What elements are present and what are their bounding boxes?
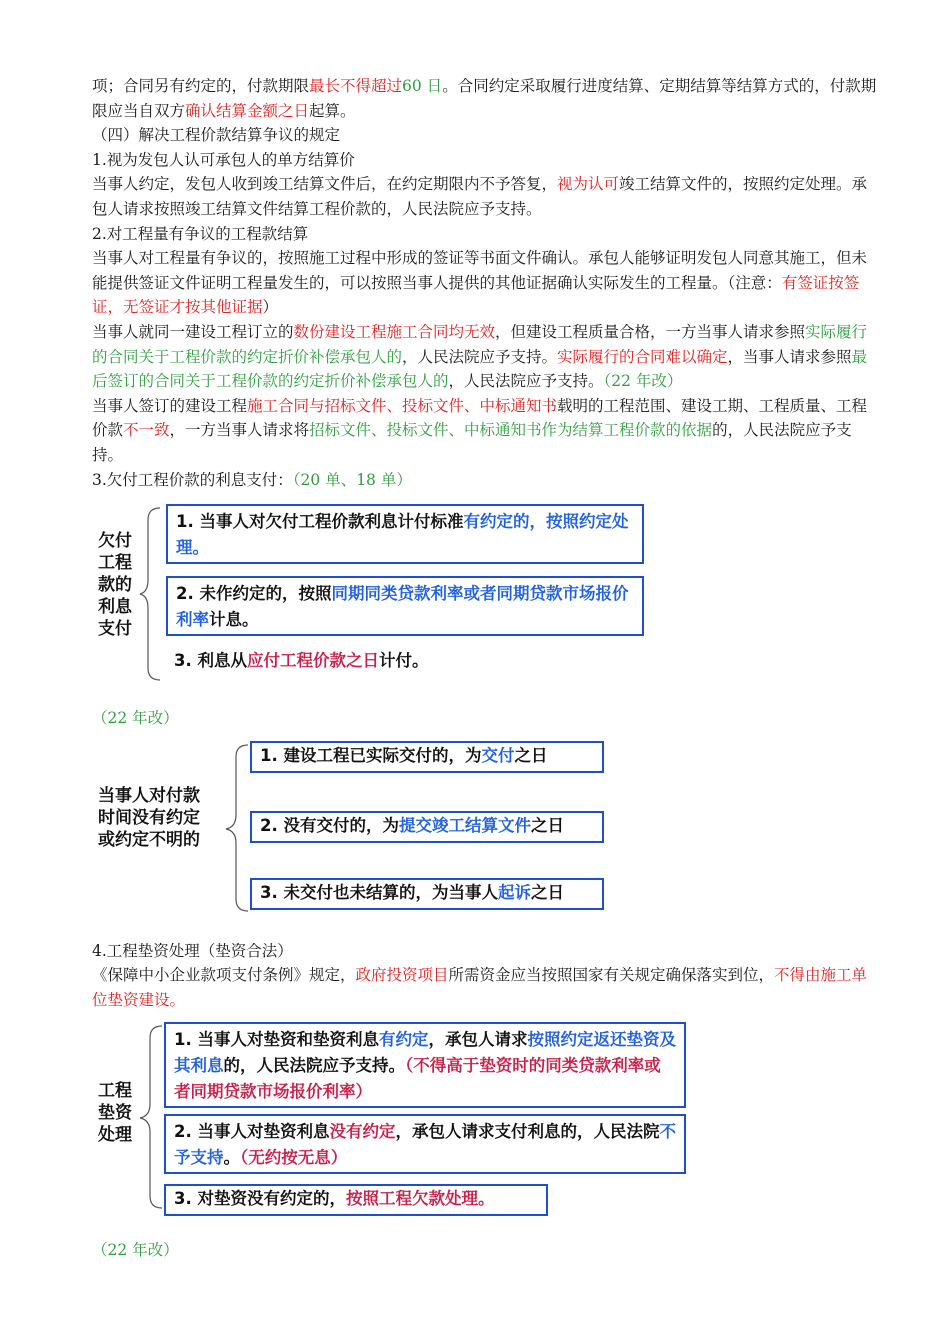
subheading-2: 2.对工程量有争议的工程款结算 [92,224,309,243]
diagram-interest-payment [92,502,882,692]
year-note-1: （22 年改） [92,709,179,728]
year-note-2: （22 年改） [92,1241,179,1260]
section-heading-4: （四）解决工程价款结算争议的规定 [92,126,341,145]
document-page [92,74,882,1263]
diagram1-item-3: 3. 利息从应付工程价款之日计付。 [174,651,429,671]
diagram2-brace [224,743,250,913]
paragraph-unilateral-settlement: 当事人约定，发包人收到竣工结算文件后，在约定期限内不予答复，视为认可竣工结算文件的，按照约定处理。承包人请求按照竣工结算文件结算工程价款的，人民法院应予支持。 [92,175,868,218]
diagram-advance-funding [92,1022,882,1222]
diagram3-brace [138,1024,164,1210]
diagram2-item-3: 3. 未交付也未结算的，为当事人起诉之日 [250,878,604,910]
diagram2-label: 当事人对付款 时间没有约定 或约定不明的 [98,785,200,850]
paragraph-inconsistent-documents: 当事人签订的建设工程施工合同与招标文件、投标文件、中标通知书载明的工程范围、建设工期、工程质量、工程价款不一致，一方当事人请求将招标文件、投标文件、中标通知书作为结算工程价款的依据的，人民法院应予支持。 [92,396,868,464]
diagram1-brace [138,506,162,682]
diagram1-item-1: 1. 当事人对欠付工程价款利息计付标准有约定的，按照约定处理。 [166,504,644,564]
diagram2-item-2: 2. 没有交付的，为提交竣工结算文件之日 [250,811,604,843]
diagram2-item-1: 1. 建设工程已实际交付的，为交付之日 [250,741,604,773]
diagram3-item-2: 2. 当事人对垫资利息没有约定，承包人请求支付利息的，人民法院不予支持。（无约按无息） [164,1114,686,1174]
paragraph-payment-term: 项；合同另有约定的，付款期限最长不得超过60 日。合同约定采取履行进度结算、定期结算等结算方式的，付款期限应当自双方确认结算金额之日起算。 [92,77,877,120]
diagram3-label: 工程 垫资 处理 [98,1081,132,1146]
subheading-4: 4.工程垫资处理（垫资合法） [92,941,293,960]
paragraph-quantity-dispute: 当事人对工程量有争议的，按照施工过程中形成的签证等书面文件确认。承包人能够证明发包人同意其施工，但未能提供签证文件证明工程量发生的，可以按照当事人提供的其他证据确认实际发生的工程量。（注意：有签证按签证，无签证才按其他证据） [92,249,868,317]
diagram3-item-1: 1. 当事人对垫资和垫资利息有约定，承包人请求按照约定返还垫资及其利息的，人民法院应予支持。（不得高于垫资时的同类贷款利率或者同期贷款市场报价利率） [164,1022,686,1108]
paragraph-void-contracts: 当事人就同一建设工程订立的数份建设工程施工合同均无效，但建设工程质量合格，一方当事人请求参照实际履行的合同关于工程价款的约定折价补偿承包人的，人民法院应予支持。实际履行的合同难以确定，当事人请求参照最后签订的合同关于工程价款的约定折价补偿承包人的，人民法院应予支持。（22 年改） [92,322,868,391]
diagram3-item-3: 3. 对垫资没有约定的，按照工程欠款处理。 [164,1184,548,1216]
diagram1-label: 欠付 工程 款的 利息 支付 [98,531,132,640]
subheading-3: 3.欠付工程价款的利息支付：（20 单、18 单） [92,470,412,489]
paragraph-advance-funding: 《保障中小企业款项支付条例》规定，政府投资项目所需资金应当按照国家有关规定确保落实到位，不得由施工单位垫资建设。 [92,966,868,1009]
diagram-payment-time [92,741,882,917]
diagram1-item-2: 2. 未作约定的，按照同期同类贷款利率或者同期贷款市场报价利率计息。 [166,576,644,636]
subheading-1: 1.视为发包人认可承包人的单方结算价 [92,150,355,169]
